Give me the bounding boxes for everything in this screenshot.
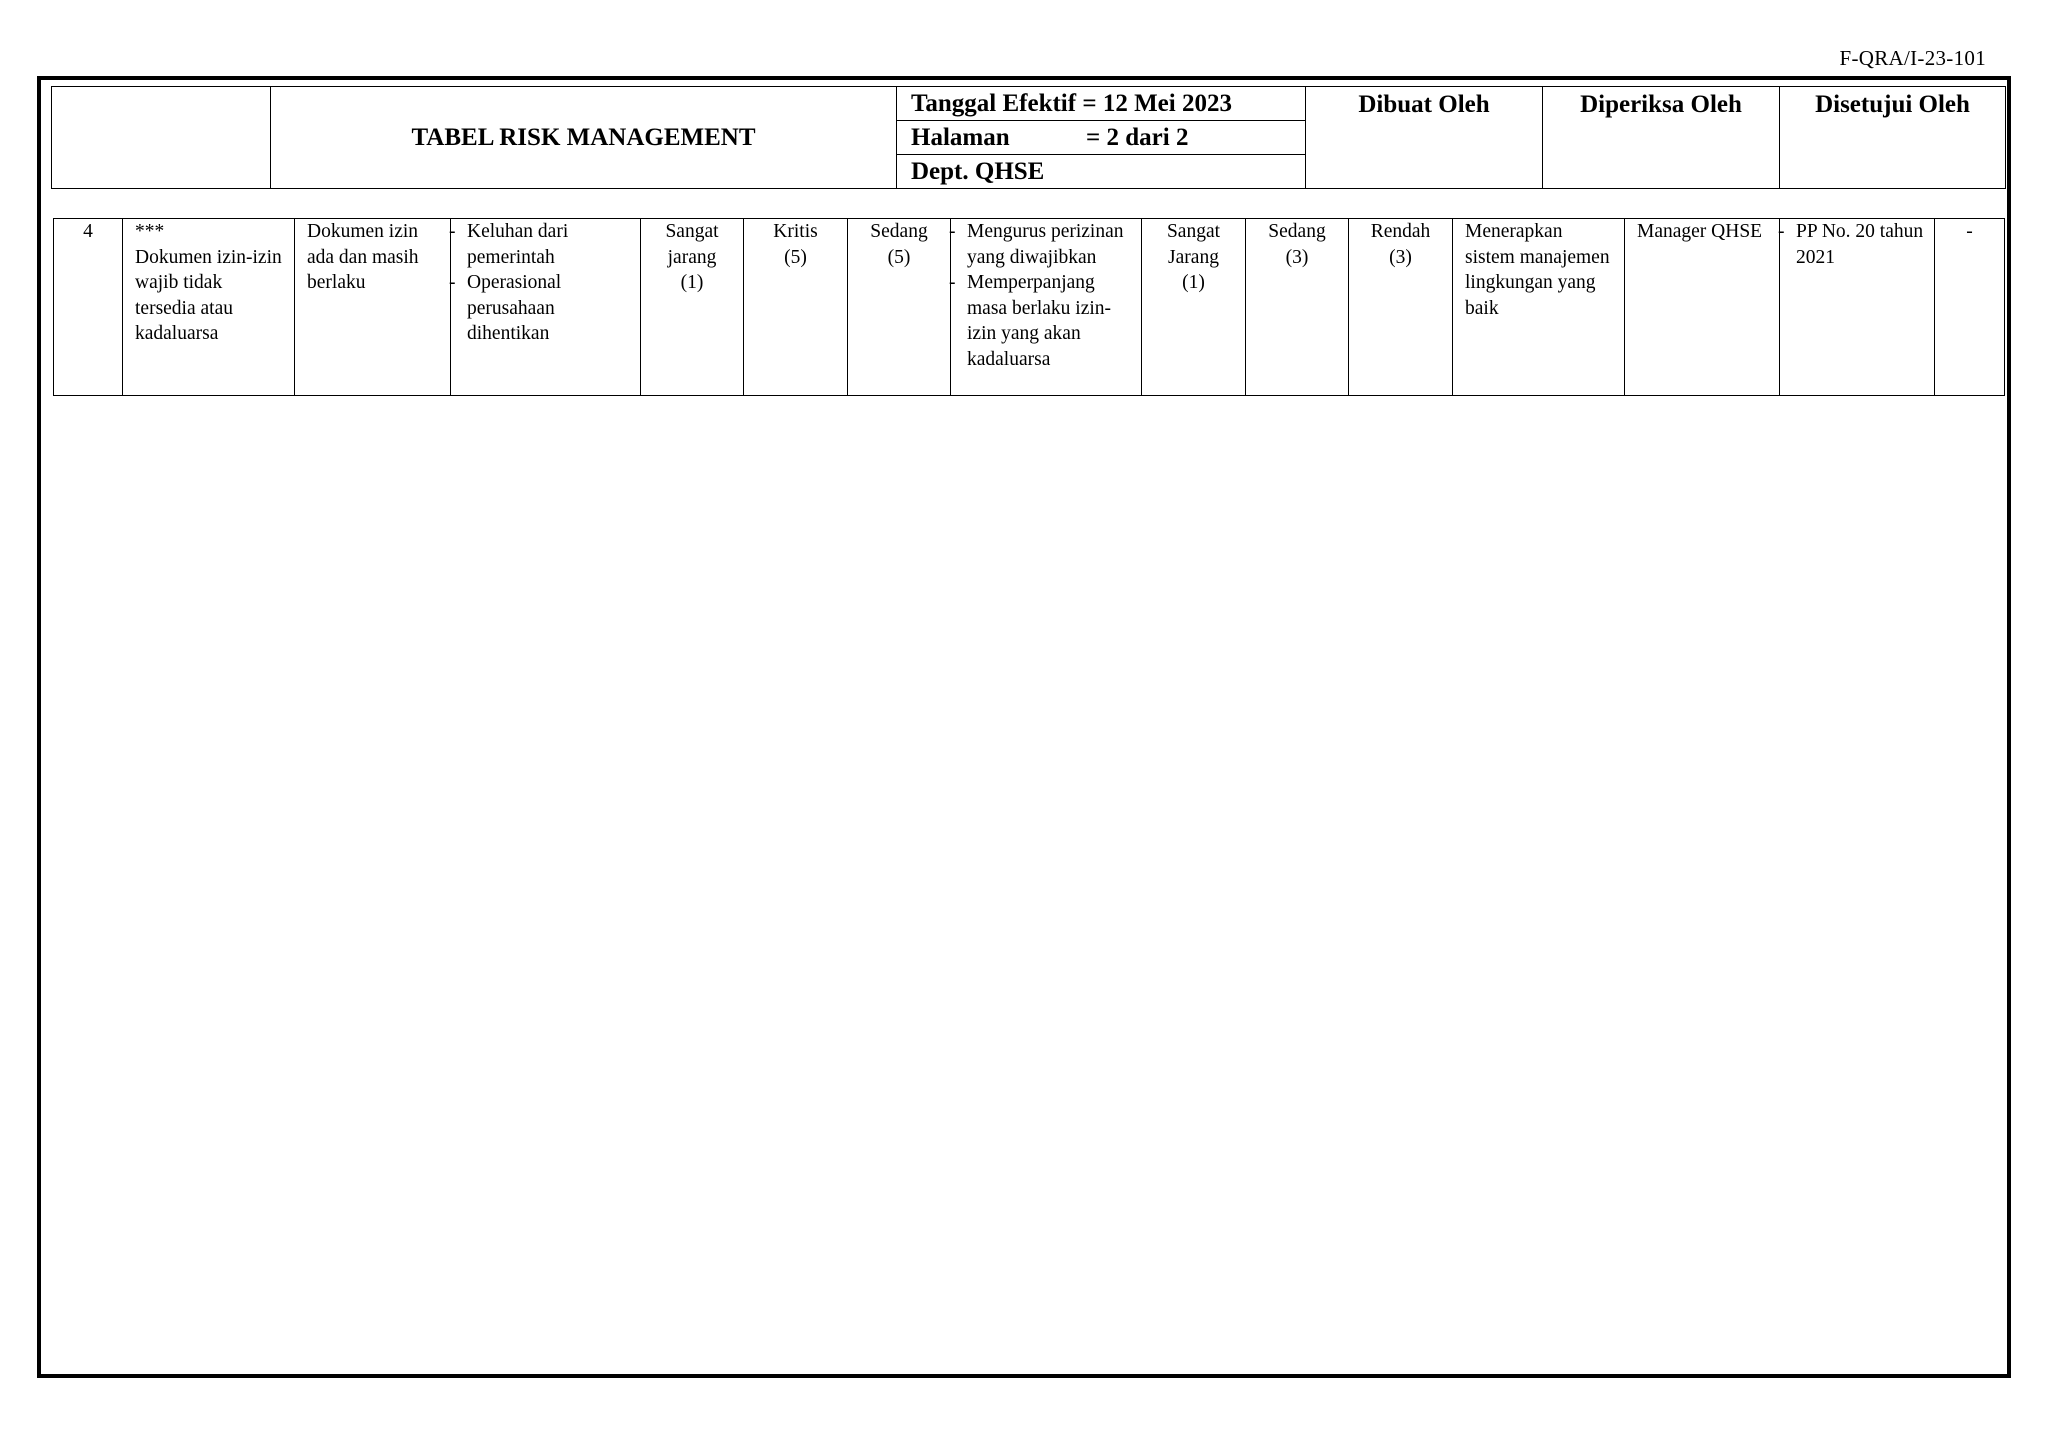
risk-table — [53, 218, 2005, 396]
residual-level-score: (3) — [1389, 246, 1412, 268]
control-item: - Memperpanjang masa berlaku izin-izin yang akan kadaluarsa — [963, 270, 1133, 372]
residual-severity-word: Sedang — [1268, 221, 1326, 242]
residual-likelihood-cell — [1142, 219, 1246, 396]
regulation-cell — [1780, 219, 1935, 396]
severity-word: Kritis — [773, 221, 818, 242]
severity-score: (5) — [784, 246, 807, 268]
page-value: = 2 dari 2 — [1086, 124, 1189, 151]
prepared-by-label: Dibuat Oleh — [1306, 87, 1543, 189]
residual-likelihood-word: Sangat Jarang — [1166, 221, 1221, 268]
risk-level-word: Sedang — [870, 221, 928, 242]
impact-item: - Operasional perusahaan dihentikan — [463, 270, 632, 347]
table-row — [54, 219, 2005, 396]
likelihood-cell — [641, 219, 744, 396]
severity-cell — [744, 219, 848, 396]
residual-level-word: Rendah — [1370, 221, 1431, 242]
page-info — [897, 121, 1306, 155]
impact-cell — [451, 219, 641, 396]
page-label: Halaman — [911, 124, 1010, 151]
likelihood-word: Sangat jarang — [665, 221, 719, 268]
row-number: 4 — [54, 219, 123, 396]
residual-likelihood-score: (1) — [1182, 272, 1205, 293]
impact-item: - Keluhan dari pemerintah — [463, 219, 632, 270]
residual-level-cell — [1349, 219, 1453, 396]
likelihood-score: (1) — [680, 272, 704, 293]
document-title: TABEL RISK MANAGEMENT — [271, 87, 897, 189]
approved-by-label: Disetujui Oleh — [1780, 87, 2006, 189]
effective-date: Tanggal Efektif = 12 Mei 2023 — [897, 87, 1306, 121]
residual-severity-cell — [1246, 219, 1349, 396]
risk-description — [123, 219, 295, 396]
logo-cell — [52, 87, 271, 189]
department: Dept. QHSE — [897, 155, 1306, 189]
residual-severity-score: (3) — [1285, 246, 1309, 268]
regulation-item: - PP No. 20 tahun 2021 — [1792, 219, 1926, 270]
control-item: - Mengurus perizinan yang diwajibkan — [963, 219, 1133, 270]
opportunity-cell: Menerapkan sistem manajemen lingkungan yang baik — [1453, 219, 1625, 396]
header-table — [51, 86, 2006, 189]
checked-by-label: Diperiksa Oleh — [1543, 87, 1780, 189]
risk-level-cell — [848, 219, 951, 396]
risk-level-score: (5) — [887, 246, 911, 268]
current-condition: Dokumen izin ada dan masih berlaku — [295, 219, 451, 396]
remark-cell: - — [1935, 219, 2005, 396]
controls-cell — [951, 219, 1142, 396]
risk-text: Dokumen izin-izin wajib tidak tersedia atau kadaluarsa — [135, 246, 282, 344]
pic-cell: Manager QHSE — [1625, 219, 1780, 396]
risk-mark: *** — [135, 221, 165, 242]
page-frame — [37, 76, 2011, 1378]
document-code: F-QRA/I-23-101 — [1839, 46, 1986, 70]
